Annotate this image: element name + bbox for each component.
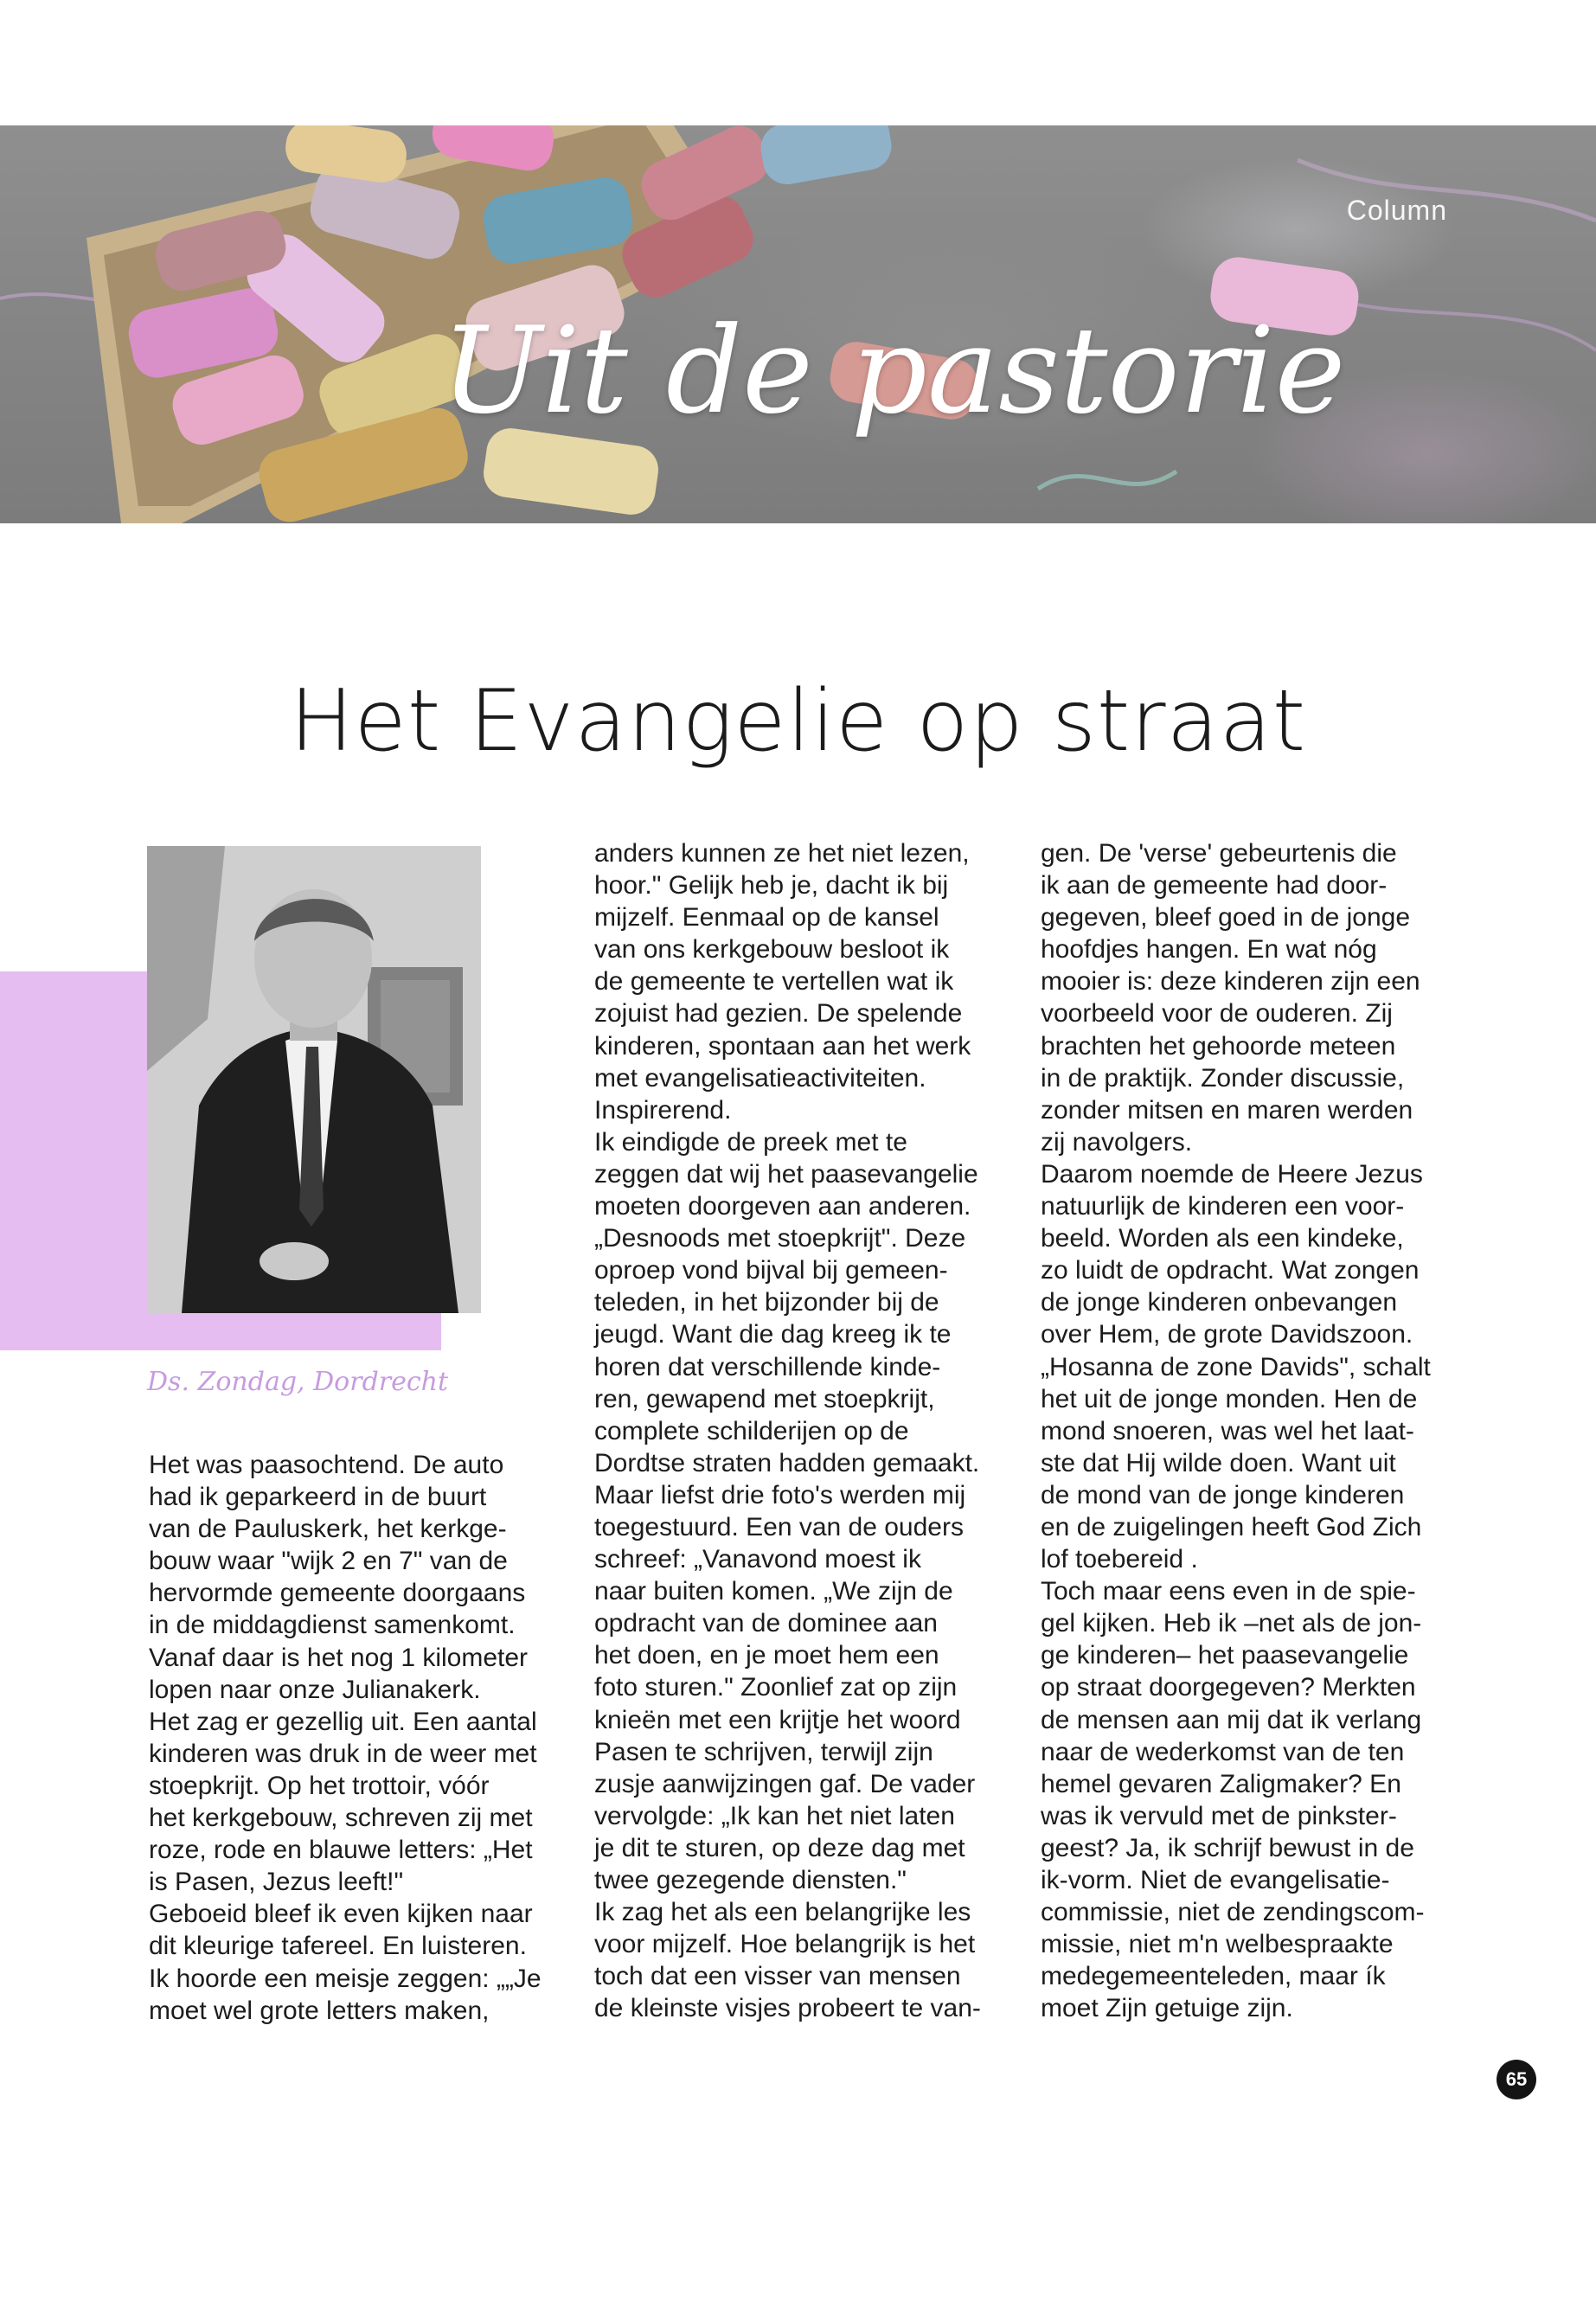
article-column-1 [149, 1449, 581, 2027]
banner-title: Uit de pastorie [441, 301, 1346, 440]
header-banner [0, 125, 1596, 523]
article-column-2 [594, 837, 1027, 2024]
article-title: Het Evangelie op straat [289, 671, 1307, 771]
page-number-badge: 65 [1497, 2060, 1536, 2099]
article-column-3 [1041, 837, 1473, 2024]
section-label: Column [1346, 195, 1447, 226]
column-2-text: anders kunnen ze het niet lezen, hoor." Gelijk heb je, dacht ik bij mijzelf. Eenmaal op de kansel van ons kerkgebouw besloot ik de gemeente te vertellen wat ik zojuist had gezien. De spelende kinderen, spontaan aan het werk met evangelisatieactiviteiten. Inspirerend. Ik eindigde de preek met te zeggen dat wij het paasevangelie moeten doorgeven aan anderen. „Desnoods met stoepkrijt". Deze oproep vond bijval bij gemeen- teleden, in het bijzonder bij de jeugd. Want die dag kreeg ik te horen dat verschillende kinde- ren, gewapend met stoepkrijt, complete schilderijen op de Dordtse straten hadden gemaakt. Maar liefst drie foto's werden mij toegestuurd. Een van de ouders schreef: „Vanavond moest ik naar buiten komen. „We zijn de opdracht van de dominee aan het doen, en je moet hem een foto sturen." Zoonlief zat op zijn knieën met een krijtje het woord Pasen te schrijven, terwijl zijn zusje aanwijzingen gaf. De vader vervolgde: „Ik kan het niet laten je dit te sturen, op deze dag met twee gezegende diensten." Ik zag het als een belangrijke les voor mijzelf. Hoe belangrijk is het toch dat een visser van mensen de kleinste visjes probeert te van- [594, 839, 981, 2023]
column-3-text: gen. De 'verse' gebeurtenis die ik aan de gemeente had door- gegeven, bleef goed in de jonge hoofdjes hangen. En wat nóg mooier is: deze kinderen zijn een voorbeeld voor de ouderen. Zij brachten het gehoorde meteen in de praktijk. Zonder discussie, zonder mitsen en maren werden zij navolgers. Daarom noemde de Heere Jezus natuurlijk de kinderen een voor- beeld. Worden als een kindeke, zo luidt de opdracht. Wat zongen de jonge kinderen onbevangen over Hem, de grote Davidszoon. „Hosanna de zone Davids", schalt het uit de jonge monden. Hen de mond snoeren, was wel het laat- ste dat Hij wilde doen. Want uit de mond van de jonge kinderen en de zuigelingen heeft God Zich lof toebereid . Toch maar eens even in de spie- gel kijken. Heb ik –net als de jon- ge kinderen– het paasevangelie op straat doorgegeven? Merkten de mensen aan mij dat ik verlang naar de wederkomst van de ten hemel gevaren Zaligmaker? En was ik vervuld met de pinkster- geest? Ja, ik schrijf bewust in de ik-vorm. Niet de evangelisatie- commissie, niet de zendingscom- missie, niet m'n welbespraakte medegemeenteleden, maar ík moet Zijn getuige zijn. [1041, 839, 1431, 2023]
column-1-text: Het was paasochtend. De auto had ik geparkeerd in de buurt van de Pauluskerk, het kerkge- bouw waar "wijk 2 en 7" van de hervormde gemeente doorgaans in de middagdienst samenkomt. Vanaf daar is het nog 1 kilometer lopen naar onze Julianakerk. Het zag er gezellig uit. Een aantal kinderen was druk in de weer met stoepkrijt. Op het trottoir, vóór het kerkgebouw, schreven zij met roze, rode en blauwe letters: „Het is Pasen, Jezus leeft!" Geboeid bleef ik even kijken naar dit kleurige tafereel. En luisteren. Ik hoorde een meisje zeggen: „„Je moet wel grote letters maken, [149, 1451, 542, 2025]
author-caption: Ds. Zondag, Dordrecht [147, 1367, 449, 1397]
author-photo [147, 846, 481, 1313]
